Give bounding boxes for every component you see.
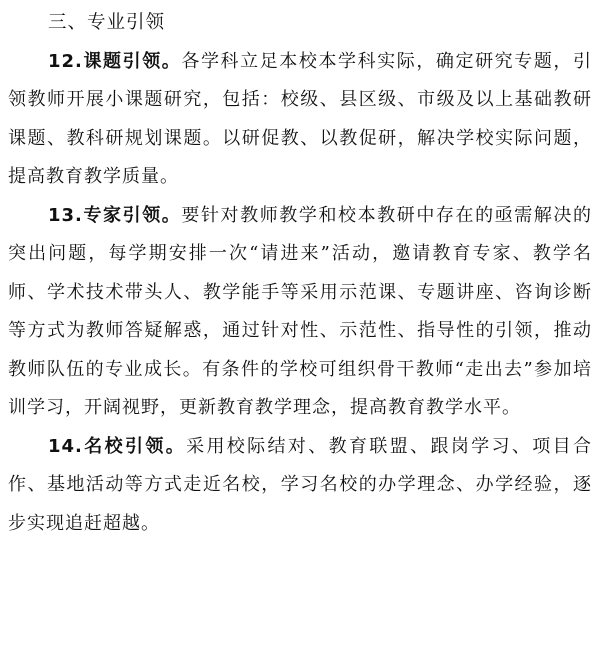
- paragraph-expert-guidance: [8, 197, 592, 428]
- document-page: [8, 4, 592, 543]
- paragraph-body: 各学科立足本校本学科实际，确定研究专题，引领教师开展小课题研究，包括：校级、县区级、市级及以上基础教研课题、教科研规划课题。以研促教、以教促研，解决学校实际问题，提高教育教学质量。: [8, 50, 592, 187]
- paragraph-body: 要针对教师教学和校本教研中存在的亟需解决的突出问题，每学期安排一次“请进来”活动，邀请教育专家、教学名师、学术技术带头人、教学能手等采用示范课、专题讲座、咨询诊断等方式为教师答疑解惑，通过针对性、示范性、指导性的引领，推动教师队伍的专业成长。有条件的学校可组织骨干教师“走出去”参加培训学习，开阔视野，更新教育教学理念，提高教育教学水平。: [8, 204, 592, 418]
- paragraph-topic-guidance: [8, 43, 592, 197]
- paragraph-lead: 14.名校引领。: [48, 435, 187, 457]
- paragraph-lead: 12.课题引领。: [48, 50, 182, 72]
- paragraph-body: 采用校际结对、教育联盟、跟岗学习、项目合作、基地活动等方式走近名校，学习名校的办学理念、办学经验，逐步实现追赶超越。: [8, 435, 592, 534]
- section-heading: 三、专业引领: [48, 12, 166, 33]
- paragraph-famous-school-guidance: [8, 428, 592, 544]
- paragraph-lead: 13.专家引领。: [48, 204, 182, 226]
